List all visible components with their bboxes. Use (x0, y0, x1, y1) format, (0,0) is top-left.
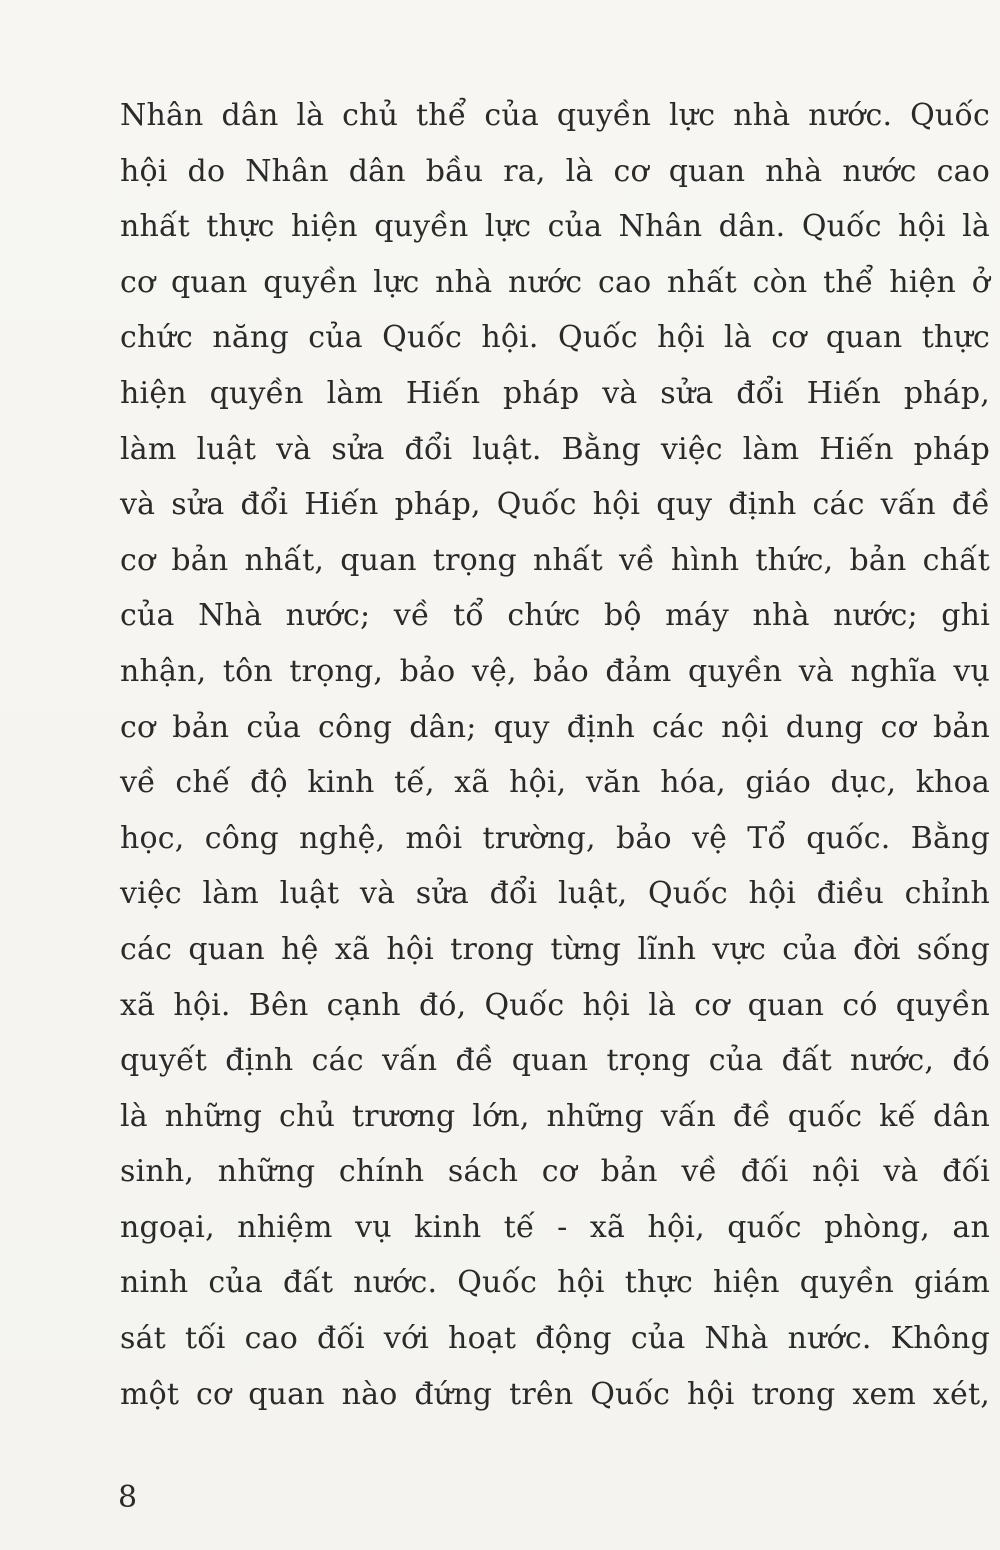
page-number: 8 (118, 1480, 138, 1515)
text-line: cơ quan quyền lực nhà nước cao nhất còn thể hiện ở (120, 264, 990, 300)
text-line: hội do Nhân dân bầu ra, là cơ quan nhà nước cao (120, 153, 990, 189)
text-line: quyết định các vấn đề quan trọng của đất nước, đó (120, 1043, 990, 1079)
text-line: nhất thực hiện quyền lực của Nhân dân. Quốc hội là (120, 209, 990, 245)
text-line: về chế độ kinh tế, xã hội, văn hóa, giáo dục, khoa (120, 765, 990, 801)
text-line: việc làm luật và sửa đổi luật, Quốc hội điều chỉnh (120, 876, 990, 912)
text-line: cơ bản của công dân; quy định các nội dung cơ bản (120, 709, 990, 745)
text-line: sát tối cao đối với hoạt động của Nhà nước. Không (120, 1321, 990, 1357)
text-line: của Nhà nước; về tổ chức bộ máy nhà nước; ghi (120, 598, 990, 634)
text-line: học, công nghệ, môi trường, bảo vệ Tổ quốc. Bằng (120, 820, 990, 856)
body-text (120, 88, 990, 1422)
text-line: sinh, những chính sách cơ bản về đối nội và đối (120, 1154, 990, 1190)
text-line: nhận, tôn trọng, bảo vệ, bảo đảm quyền và nghĩa vụ (120, 653, 990, 689)
text-line: là những chủ trương lớn, những vấn đề quốc kế dân (120, 1098, 990, 1134)
text-line: làm luật và sửa đổi luật. Bằng việc làm Hiến pháp (120, 431, 990, 467)
text-line: ngoại, nhiệm vụ kinh tế - xã hội, quốc phòng, an (120, 1209, 990, 1245)
text-line: xã hội. Bên cạnh đó, Quốc hội là cơ quan có quyền (120, 987, 990, 1023)
text-line: Nhân dân là chủ thể của quyền lực nhà nước. Quốc (120, 98, 990, 133)
text-line: và sửa đổi Hiến pháp, Quốc hội quy định các vấn đề (120, 487, 990, 523)
text-line: các quan hệ xã hội trong từng lĩnh vực của đời sống (120, 931, 990, 967)
text-line: chức năng của Quốc hội. Quốc hội là cơ quan thực (120, 320, 990, 356)
text-line: hiện quyền làm Hiến pháp và sửa đổi Hiến pháp, (120, 375, 990, 411)
text-line: ninh của đất nước. Quốc hội thực hiện quyền giám (120, 1265, 990, 1301)
text-line: một cơ quan nào đứng trên Quốc hội trong xem xét, (120, 1376, 990, 1412)
text-line: cơ bản nhất, quan trọng nhất về hình thức, bản chất (120, 542, 990, 578)
